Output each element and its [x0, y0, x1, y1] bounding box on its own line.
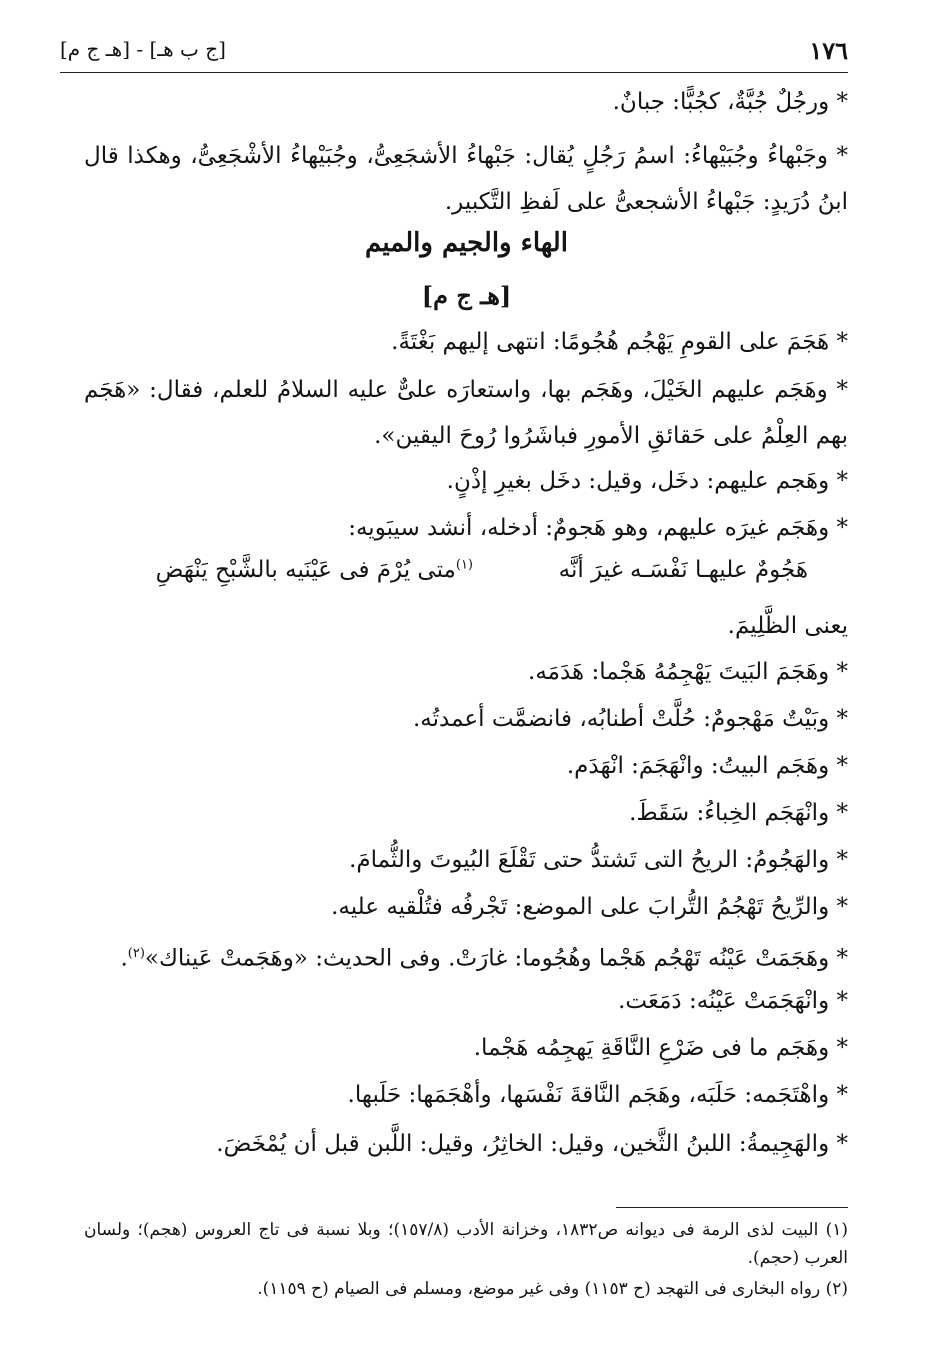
entry-line: * وانْهَجَم الخِباءُ: سَقَطَ. — [629, 800, 848, 826]
footnote-divider — [616, 1207, 848, 1208]
entry-paragraph: * وهَجَم عليهم الخَيْلَ، وهَجَم بها، واستعارَه علىٌّ عليه السلامُ للعلم، فقال: «هَجَم بهم العِلْمُ على حَقائقِ الأمورِ فباشَرُوا رُوحَ اليقين». — [84, 377, 848, 449]
entry-line: * هَجَمَ على القومِ يَهْجُم هُجُومًا: انتهى إليهم بَغْتَةً. — [391, 329, 848, 355]
verse-hemistich-first: هَجُومٌ عليهـا نَفْسَـه غيرَ أنَّه — [558, 557, 808, 583]
verse-text: متى يُرْمَ فى عَيْنَيه بالشَّبْحِ يَنْهَضِ — [155, 557, 456, 583]
running-header-range: [ج ب هـ] - [هـ ج م] — [60, 37, 226, 61]
page-number: ١٧٦ — [809, 36, 848, 65]
entry-paragraph: * وجَبْهاءُ وجُبَيْهاءُ: اسمُ رَجُلٍ يُقال: جَبْهاءُ الأشجَعِىُّ، وجُبَيْهاءُ الأشْجَعِىُّ، وهكذا قال ابنُ دُرَيدٍ: جَبْهاءُ الأشجعىُّ على لَفظِ التَّكبير. — [84, 143, 848, 215]
footnote-marker: (٢) — [127, 946, 145, 961]
entry-text: * وهَجَمَتْ عَيْنُه تَهْجُم هَجْما وهُجُوما: غارَتْ. وفى الحديث: «وهَجَمتْ عَيناك» — [144, 945, 848, 972]
verse-hemistich-second — [156, 557, 473, 583]
entry-line: * وهَجَم ما فى ضَرْعِ النَّاقَةِ يَهجِمُه هَجْما. — [473, 1035, 848, 1061]
entry-line: * وهَجَم البيتُ: وانْهَجَمَ: انْهَدَم. — [566, 753, 848, 779]
entry-line: * والرِّيحُ تَهْجُمُ التُّرابَ على الموضع: تَجْرفُه فتُلْقيه عليه. — [331, 894, 848, 920]
entry-line: * وانْهَجَمَتْ عَيْنُه: دَمَعَت. — [618, 988, 848, 1014]
entry-line: * وبَيْتٌ مَهْجومٌ: حُلَّتْ أطنابُه، فانضمَّت أعمدتُه. — [412, 706, 848, 732]
entry-line: * والهَجِيمةُ: اللبنُ الثَّخين، وقيل: الخاثِرُ، وقيل: اللَّبن قبل أن يُمْخَضَ. — [216, 1131, 848, 1157]
entry-line: * وهَجم عليهم: دخَل، وقيل: دخَل بغيرِ إذْنٍ. — [446, 468, 848, 494]
entry-text-end: . — [120, 945, 128, 972]
section-title: الهاء والجيم والميم — [365, 228, 568, 258]
footnote-marker: (١) — [455, 557, 473, 573]
footnote-1: (١) البيت لذى الرمة فى ديوانه ص١٨٣٢، وخزانة الأدب (١٥٧/٨)؛ وبلا نسبة فى تاج العروس (هجم)؛ ولسان العرب (حجم). — [84, 1220, 849, 1268]
entry-line: * واهْتَجَمه: حَلَبَه، وهَجَم النَّاقةَ نَفْسَها، وأهْجَمَها: حَلَبها. — [347, 1082, 848, 1108]
section-root-heading: [هـ ج م] — [421, 281, 512, 310]
entry-line: * ورجُلٌ جُبَّةٌ، كجُبًّا: جبانٌ. — [612, 89, 848, 115]
header-divider — [60, 72, 848, 73]
entry-line: * وهَجَم غيرَه عليهم، وهو هَجومٌ: أدخله، أنشد سيبَويه: — [348, 515, 848, 541]
footnote-2: (٢) رواه البخارى فى التهجد (ح ١١٥٣) وفى غير موضع، ومسلم فى الصيام (ح ١١٥٩). — [257, 1279, 848, 1299]
entry-line: يعنى الظَّلِيمَ. — [727, 613, 848, 639]
entry-line: * وهَجَمَ البَيتَ يَهْجِمُهُ هَجْما: هَدَمَه. — [528, 659, 848, 685]
entry-line — [120, 934, 848, 979]
entry-line: * والهَجُومُ: الريحُ التى تَشتدُّ حتى تَقْلَعَ البُيوتَ والثُّمامَ. — [349, 847, 848, 873]
